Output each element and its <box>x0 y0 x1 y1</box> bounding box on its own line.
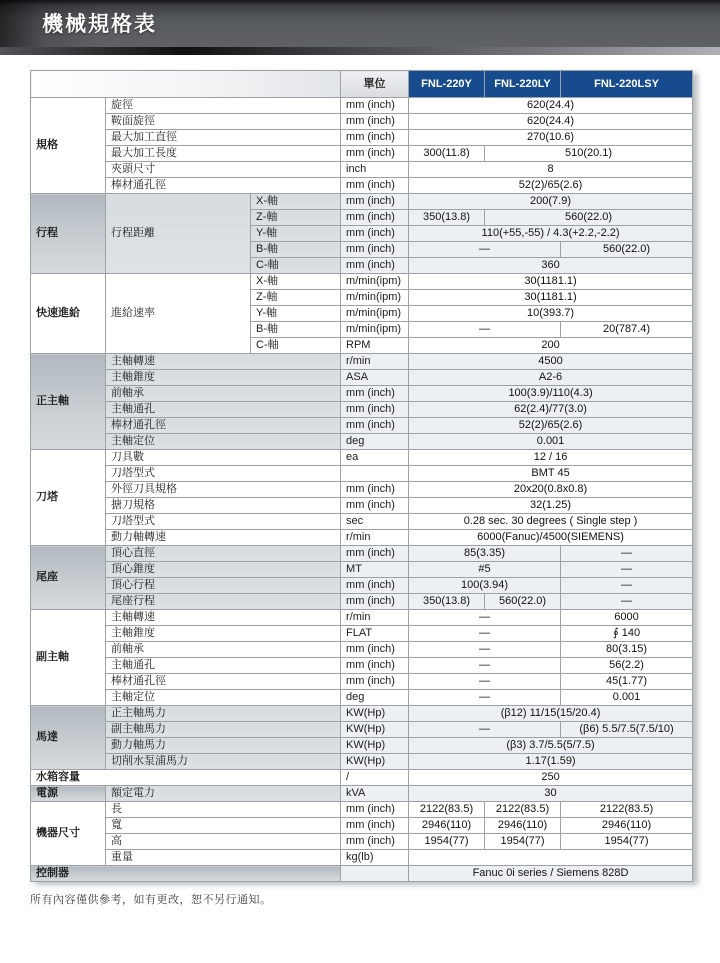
spec-label: 頂心錐度 <box>106 562 341 578</box>
value-cell: 80(3.15) <box>561 642 693 658</box>
spec-label: 最大加工直徑 <box>106 130 341 146</box>
value-cell: Fanuc 0i series / Siemens 828D <box>409 866 693 882</box>
disclaimer-note: 所有內容僅供參考，如有更改，恕不另行通知。 <box>30 894 272 906</box>
value-cell <box>409 850 693 866</box>
spec-label: 外徑刀具規格 <box>106 482 341 498</box>
value-cell: — <box>561 594 693 610</box>
unit-cell: mm (inch) <box>341 130 409 146</box>
spec-label: 主軸錐度 <box>106 370 341 386</box>
value-cell: 30(1181.1) <box>409 290 693 306</box>
axis-label: Y-軸 <box>251 226 341 242</box>
value-cell: 2946(110) <box>561 818 693 834</box>
value-cell: (β3) 3.7/5.5(5/7.5) <box>409 738 693 754</box>
value-cell: 56(2.2) <box>561 658 693 674</box>
spec-label: 行程距離 <box>106 194 251 274</box>
spec-label: 高 <box>106 834 341 850</box>
unit-cell: FLAT <box>341 626 409 642</box>
table-row <box>31 514 693 530</box>
spec-label: 額定電力 <box>106 786 341 802</box>
unit-cell: r/min <box>341 530 409 546</box>
model-column-header: FNL-220LSY <box>561 71 693 98</box>
value-cell: — <box>409 642 561 658</box>
value-cell: 100(3.94) <box>409 578 561 594</box>
value-cell: — <box>409 626 561 642</box>
value-cell: 110(+55,-55) / 4.3(+2.2,-2.2) <box>409 226 693 242</box>
table-row <box>31 562 693 578</box>
page-header-bar <box>0 0 720 47</box>
value-cell: — <box>409 322 561 338</box>
spec-label: 刀塔型式 <box>106 466 341 482</box>
value-cell: 250 <box>409 770 693 786</box>
spec-table-body <box>31 98 693 882</box>
value-cell: — <box>409 658 561 674</box>
spec-label: 長 <box>106 802 341 818</box>
value-cell: 6000 <box>561 610 693 626</box>
value-cell: 0.001 <box>409 434 693 450</box>
unit-cell: m/min(ipm) <box>341 274 409 290</box>
unit-cell: ea <box>341 450 409 466</box>
spec-label: 夾頭尺寸 <box>106 162 341 178</box>
unit-cell: inch <box>341 162 409 178</box>
unit-cell: mm (inch) <box>341 498 409 514</box>
value-cell: BMT 45 <box>409 466 693 482</box>
section-label: 馬達 <box>31 706 106 770</box>
table-row <box>31 418 693 434</box>
section-label: 正主軸 <box>31 354 106 450</box>
unit-cell: mm (inch) <box>341 226 409 242</box>
section-label: 刀塔 <box>31 450 106 546</box>
unit-cell: mm (inch) <box>341 594 409 610</box>
axis-label: Z-軸 <box>251 290 341 306</box>
table-row <box>31 434 693 450</box>
unit-cell: mm (inch) <box>341 834 409 850</box>
spec-label: 頂心行程 <box>106 578 341 594</box>
value-cell: 0.28 sec. 30 degrees ( Single step ) <box>409 514 693 530</box>
spec-label: 刀具數 <box>106 450 341 466</box>
value-cell: — <box>409 242 561 258</box>
axis-label: B-軸 <box>251 242 341 258</box>
table-row <box>31 482 693 498</box>
table-row <box>31 818 693 834</box>
value-cell: 8 <box>409 162 693 178</box>
spec-label: 刀塔型式 <box>106 514 341 530</box>
spec-label: 前軸承 <box>106 642 341 658</box>
unit-cell: mm (inch) <box>341 482 409 498</box>
spec-label: 最大加工長度 <box>106 146 341 162</box>
table-header-row <box>31 71 693 98</box>
value-cell: 1.17(1.59) <box>409 754 693 770</box>
page-title: 機械規格表 <box>42 13 157 36</box>
table-row <box>31 274 693 290</box>
spec-label: 搪刀規格 <box>106 498 341 514</box>
value-cell: A2-6 <box>409 370 693 386</box>
value-cell: 12 / 16 <box>409 450 693 466</box>
section-label: 規格 <box>31 98 106 194</box>
spec-label: 正主軸馬力 <box>106 706 341 722</box>
table-row <box>31 386 693 402</box>
table-row <box>31 450 693 466</box>
value-cell: — <box>561 578 693 594</box>
table-row <box>31 658 693 674</box>
value-cell: 30 <box>409 786 693 802</box>
table-row <box>31 130 693 146</box>
value-cell: 100(3.9)/110(4.3) <box>409 386 693 402</box>
spec-table-container <box>30 70 692 882</box>
value-cell: 360 <box>409 258 693 274</box>
spec-label: 旋徑 <box>106 98 341 114</box>
unit-cell: deg <box>341 690 409 706</box>
value-cell: 62(2.4)/77(3.0) <box>409 402 693 418</box>
unit-cell: mm (inch) <box>341 178 409 194</box>
table-row <box>31 98 693 114</box>
section-label: 水箱容量 <box>31 770 341 786</box>
spec-label: 主軸錐度 <box>106 626 341 642</box>
unit-cell: m/min(ipm) <box>341 322 409 338</box>
table-row <box>31 370 693 386</box>
value-cell: 350(13.8) <box>409 210 485 226</box>
unit-cell: mm (inch) <box>341 578 409 594</box>
value-cell: 2946(110) <box>485 818 561 834</box>
unit-cell: KW(Hp) <box>341 706 409 722</box>
table-row <box>31 546 693 562</box>
unit-cell: mm (inch) <box>341 674 409 690</box>
value-cell: 4500 <box>409 354 693 370</box>
unit-cell: sec <box>341 514 409 530</box>
unit-column-header: 單位 <box>341 71 409 98</box>
spec-label: 進給速率 <box>106 274 251 354</box>
table-row <box>31 194 693 210</box>
value-cell: 45(1.77) <box>561 674 693 690</box>
section-label: 電源 <box>31 786 106 802</box>
table-row <box>31 690 693 706</box>
unit-cell: mm (inch) <box>341 418 409 434</box>
value-cell: 1954(77) <box>561 834 693 850</box>
value-cell: 560(22.0) <box>485 594 561 610</box>
spec-label: 切削水泵浦馬力 <box>106 754 341 770</box>
spec-table <box>30 70 693 882</box>
table-row <box>31 354 693 370</box>
table-row <box>31 866 693 882</box>
value-cell: 1954(77) <box>409 834 485 850</box>
table-row <box>31 850 693 866</box>
value-cell: 620(24.4) <box>409 114 693 130</box>
model-column-header: FNL-220LY <box>485 71 561 98</box>
axis-label: Z-軸 <box>251 210 341 226</box>
axis-label: Y-軸 <box>251 306 341 322</box>
table-row <box>31 610 693 626</box>
unit-cell: MT <box>341 562 409 578</box>
table-row <box>31 466 693 482</box>
unit-cell: m/min(ipm) <box>341 290 409 306</box>
unit-cell: / <box>341 770 409 786</box>
value-cell: ∮ 140 <box>561 626 693 642</box>
axis-label: C-軸 <box>251 338 341 354</box>
value-cell: 2946(110) <box>409 818 485 834</box>
spec-label: 主軸通孔 <box>106 658 341 674</box>
unit-cell: kVA <box>341 786 409 802</box>
section-label: 尾座 <box>31 546 106 610</box>
spec-label: 鞍面旋徑 <box>106 114 341 130</box>
unit-cell: mm (inch) <box>341 114 409 130</box>
unit-cell: mm (inch) <box>341 402 409 418</box>
value-cell: 32(1.25) <box>409 498 693 514</box>
table-row <box>31 578 693 594</box>
spec-label: 棒材通孔徑 <box>106 178 341 194</box>
value-cell: 560(22.0) <box>485 210 693 226</box>
value-cell: 200 <box>409 338 693 354</box>
table-row <box>31 674 693 690</box>
table-row <box>31 498 693 514</box>
spec-label: 主軸轉速 <box>106 610 341 626</box>
spec-label: 棒材通孔徑 <box>106 674 341 690</box>
table-row <box>31 530 693 546</box>
unit-cell: KW(Hp) <box>341 738 409 754</box>
value-cell: 350(13.8) <box>409 594 485 610</box>
table-row <box>31 146 693 162</box>
value-cell: 6000(Fanuc)/4500(SIEMENS) <box>409 530 693 546</box>
value-cell: — <box>409 690 561 706</box>
table-row <box>31 754 693 770</box>
unit-cell: mm (inch) <box>341 386 409 402</box>
value-cell: — <box>409 674 561 690</box>
unit-cell: mm (inch) <box>341 642 409 658</box>
section-label: 副主軸 <box>31 610 106 706</box>
value-cell: 270(10.6) <box>409 130 693 146</box>
spec-label: 主軸轉速 <box>106 354 341 370</box>
spec-label: 重量 <box>106 850 341 866</box>
unit-cell: KW(Hp) <box>341 754 409 770</box>
table-row <box>31 162 693 178</box>
unit-cell: mm (inch) <box>341 658 409 674</box>
value-cell: — <box>561 546 693 562</box>
axis-label: B-軸 <box>251 322 341 338</box>
table-row <box>31 594 693 610</box>
unit-cell: m/min(ipm) <box>341 306 409 322</box>
value-cell: 200(7.9) <box>409 194 693 210</box>
spec-label: 棒材通孔徑 <box>106 418 341 434</box>
value-cell: (β6) 5.5/7.5(7.5/10) <box>561 722 693 738</box>
value-cell: (β12) 11/15(15/20.4) <box>409 706 693 722</box>
unit-cell: mm (inch) <box>341 242 409 258</box>
value-cell: 1954(77) <box>485 834 561 850</box>
spec-label: 寬 <box>106 818 341 834</box>
table-row <box>31 770 693 786</box>
spec-label: 尾座行程 <box>106 594 341 610</box>
unit-cell: deg <box>341 434 409 450</box>
value-cell: 85(3.35) <box>409 546 561 562</box>
spec-label: 主軸定位 <box>106 434 341 450</box>
unit-cell <box>341 466 409 482</box>
table-row <box>31 834 693 850</box>
unit-cell: mm (inch) <box>341 546 409 562</box>
value-cell: 30(1181.1) <box>409 274 693 290</box>
value-cell: 560(22.0) <box>561 242 693 258</box>
spec-label: 動力軸馬力 <box>106 738 341 754</box>
table-row <box>31 802 693 818</box>
spec-label: 前軸承 <box>106 386 341 402</box>
section-label: 機器尺寸 <box>31 802 106 866</box>
value-cell: 20(787.4) <box>561 322 693 338</box>
unit-cell: mm (inch) <box>341 818 409 834</box>
table-row <box>31 642 693 658</box>
table-row <box>31 786 693 802</box>
unit-cell: mm (inch) <box>341 802 409 818</box>
value-cell: 620(24.4) <box>409 98 693 114</box>
unit-cell: mm (inch) <box>341 258 409 274</box>
axis-label: X-軸 <box>251 194 341 210</box>
value-cell: 0.001 <box>561 690 693 706</box>
axis-label: C-軸 <box>251 258 341 274</box>
spec-label: 動力軸轉速 <box>106 530 341 546</box>
value-cell: 510(20.1) <box>485 146 693 162</box>
value-cell: — <box>561 562 693 578</box>
unit-cell: mm (inch) <box>341 194 409 210</box>
unit-cell: mm (inch) <box>341 146 409 162</box>
model-column-header: FNL-220Y <box>409 71 485 98</box>
spec-label: 主軸定位 <box>106 690 341 706</box>
value-cell: 10(393.7) <box>409 306 693 322</box>
value-cell: 300(11.8) <box>409 146 485 162</box>
table-row <box>31 114 693 130</box>
unit-cell: KW(Hp) <box>341 722 409 738</box>
spec-label: 頂心直徑 <box>106 546 341 562</box>
axis-label: X-軸 <box>251 274 341 290</box>
section-label: 快速進給 <box>31 274 106 354</box>
value-cell: 2122(83.5) <box>485 802 561 818</box>
table-row <box>31 626 693 642</box>
value-cell: #5 <box>409 562 561 578</box>
unit-cell: mm (inch) <box>341 98 409 114</box>
table-row <box>31 178 693 194</box>
value-cell: 52(2)/65(2.6) <box>409 418 693 434</box>
header-blank-cell <box>31 71 341 98</box>
value-cell: — <box>409 610 561 626</box>
section-label: 行程 <box>31 194 106 274</box>
value-cell: 20x20(0.8x0.8) <box>409 482 693 498</box>
table-row <box>31 722 693 738</box>
unit-cell: r/min <box>341 610 409 626</box>
table-row <box>31 738 693 754</box>
table-row <box>31 706 693 722</box>
value-cell: 2122(83.5) <box>561 802 693 818</box>
section-label: 控制器 <box>31 866 341 882</box>
spec-label: 副主軸馬力 <box>106 722 341 738</box>
unit-cell: mm (inch) <box>341 210 409 226</box>
unit-cell: r/min <box>341 354 409 370</box>
value-cell: — <box>409 722 561 738</box>
unit-cell: kg(lb) <box>341 850 409 866</box>
value-cell: 2122(83.5) <box>409 802 485 818</box>
value-cell: 52(2)/65(2.6) <box>409 178 693 194</box>
table-row <box>31 402 693 418</box>
unit-cell <box>341 866 409 882</box>
spec-label: 主軸通孔 <box>106 402 341 418</box>
unit-cell: ASA <box>341 370 409 386</box>
unit-cell: RPM <box>341 338 409 354</box>
